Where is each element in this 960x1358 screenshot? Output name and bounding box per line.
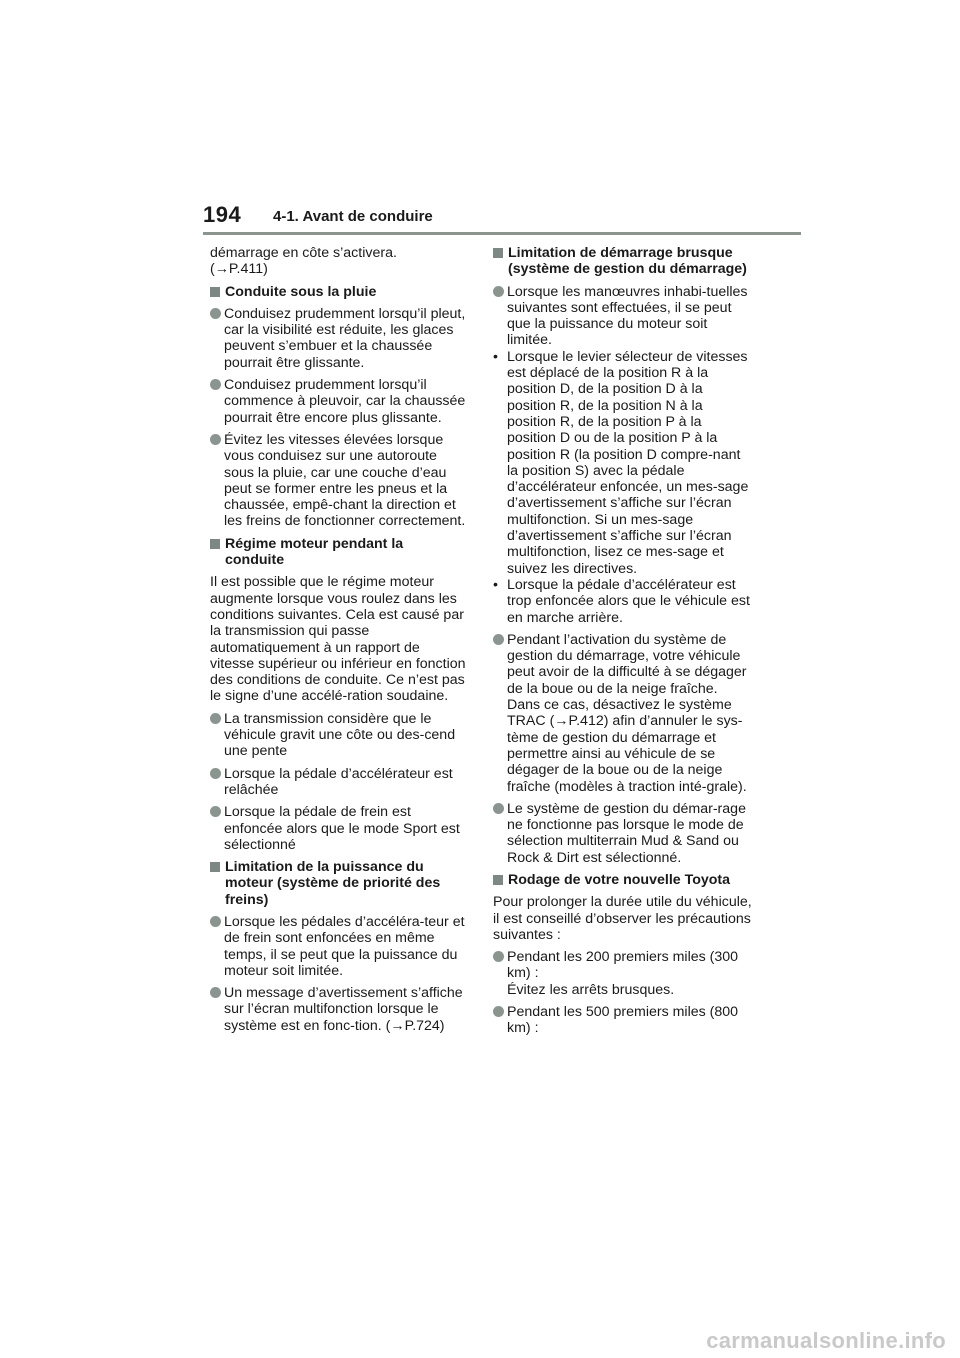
list-item-text: Pendant les 200 premiers miles (300 km) : Évitez les arrêts brusques. bbox=[507, 949, 739, 998]
circle-bullet-icon bbox=[210, 987, 221, 998]
square-bullet-icon bbox=[210, 862, 220, 872]
circle-bullet-icon bbox=[493, 951, 504, 962]
heading-text: Limitation de la puissance du moteur (système de priorité des freins) bbox=[225, 859, 441, 908]
heading-brake-priority bbox=[210, 859, 466, 908]
section-title: 4-1. Avant de conduire bbox=[273, 208, 433, 225]
list-item bbox=[210, 914, 466, 979]
list-item bbox=[493, 949, 753, 998]
heading-text: Conduite sous la pluie bbox=[225, 283, 377, 300]
circle-bullet-icon bbox=[210, 806, 221, 817]
list-item-text: Conduisez prudemment lorsqu’il commence à pleuvoir, car la chaussée pourrait être encore plus glissante. bbox=[224, 377, 466, 426]
circle-bullet-icon bbox=[493, 634, 504, 645]
rpm-paragraph: Il est possible que le régime moteur augmente lorsque vous roulez dans les conditions suivantes. Cela est causé par la transmission qui passe automatiquement à un rapport de vitesse supérieur ou inférieur en fonction des conditions de conduite. Ce n’est pas le signe d’une accélé-ration soudaine. bbox=[210, 574, 466, 705]
list-item bbox=[210, 766, 466, 799]
circle-bullet-icon bbox=[210, 308, 221, 319]
list-item bbox=[210, 432, 466, 530]
list-item bbox=[493, 1004, 753, 1037]
list-item bbox=[210, 377, 466, 426]
watermark: carmanualsonline.info bbox=[706, 1328, 946, 1353]
heading-break-in bbox=[493, 872, 753, 888]
circle-bullet-icon bbox=[210, 713, 221, 724]
circle-bullet-icon bbox=[210, 434, 221, 445]
dot-bullet-icon: • bbox=[493, 576, 498, 593]
heading-start-control bbox=[493, 245, 753, 278]
list-item-text: La transmission considère que le véhicule gravit une côte ou des-cend une pente bbox=[224, 710, 456, 760]
list-item bbox=[493, 801, 753, 866]
list-item bbox=[210, 804, 466, 853]
sub-list-item-text: Lorsque le levier sélecteur de vitesses est déplacé de la position R à la position D, de la position D à la position R, de la position N à la position R, de la position P à la position D ou de la position P à la position R (la position D compre-nant la position S) avec la pédale d’accélérateur enfoncée, un mes-sage d’avertissement s’affiche sur l’écran multifonction. Si un mes-sage d’avertissement s’affiche sur l’écran multifonction, lisez ce mes-sage et suivez les directives. bbox=[507, 348, 749, 577]
list-item-text: Lorsque la pédale de frein est enfoncée alors que le mode Sport est sélectionné bbox=[224, 804, 460, 853]
list-item-text: Pendant les 500 premiers miles (800 km) : bbox=[507, 1004, 739, 1037]
list-item-text: Lorsque les pédales d’accéléra-teur et de frein sont enfoncées en même temps, il se peut que la puissance du moteur soit limitée. bbox=[224, 913, 465, 979]
heading-text: Régime moteur pendant la conduite bbox=[225, 535, 404, 569]
square-bullet-icon bbox=[493, 248, 503, 258]
page-number: 194 bbox=[203, 202, 242, 227]
list-item-text: Le système de gestion du démar-rage ne fonctionne pas lorsque le mode de sélection multiterrain Mud & Sand ou Rock & Dirt est sélectionné. bbox=[507, 800, 746, 866]
circle-bullet-icon bbox=[493, 803, 504, 814]
circle-bullet-icon bbox=[210, 379, 221, 390]
heading-text: Limitation de démarrage brusque (système de gestion du démarrage) bbox=[508, 245, 747, 278]
list-item-text: Pendant l’activation du système de gestion du démarrage, votre véhicule peut avoir de la difficulté à se dégager de la boue ou de la neige fraîche. Dans ce cas, désactivez le système TRAC (→P.412) afin d’annuler le sys-tème de gestion du démarrage et permettre ainsi au véhicule de se dégager de la boue ou de la neige fraîche (modèles à traction inté-grale). bbox=[507, 631, 747, 795]
circle-bullet-icon bbox=[210, 768, 221, 779]
break-in-paragraph: Pour prolonger la durée utile du véhicule, il est conseillé d’observer les précautions suivantes : bbox=[493, 894, 752, 943]
sub-list-item bbox=[493, 349, 753, 577]
square-bullet-icon bbox=[493, 875, 503, 885]
right-column bbox=[493, 245, 753, 1043]
heading-rpm bbox=[210, 536, 466, 569]
dot-bullet-icon: • bbox=[493, 348, 498, 365]
circle-bullet-icon bbox=[493, 1006, 504, 1017]
list-item-text: Évitez les vitesses élevées lorsque vous conduisez sur une autoroute sous la pluie, car une couche d’eau peut se former entre les pneus et la chaussée, empê-chant la direction et les freins de fonctionner correctement. bbox=[224, 431, 466, 530]
list-item-text: Conduisez prudemment lorsqu’il pleut, car la visibilité est réduite, les glaces peuvent s’embuer et la chaussée pourrait être glissante. bbox=[224, 305, 466, 371]
intro-text: démarrage en côte s’activera. (→P.411) bbox=[210, 245, 397, 278]
header-rule bbox=[203, 232, 801, 235]
list-item-text: Un message d’avertissement s’affiche sur l’écran multifonction lorsque le système est en fonc-tion. (→P.724) bbox=[224, 985, 463, 1034]
list-item bbox=[493, 632, 753, 795]
sub-list-item-text: Lorsque la pédale d’accélérateur est trop enfoncée alors que le véhicule est en marche arrière. bbox=[507, 576, 750, 626]
circle-bullet-icon bbox=[210, 916, 221, 927]
heading-text: Rodage de votre nouvelle Toyota bbox=[508, 871, 731, 888]
list-item bbox=[210, 306, 466, 371]
square-bullet-icon bbox=[210, 539, 220, 549]
circle-bullet-icon bbox=[493, 286, 504, 297]
square-bullet-icon bbox=[210, 287, 220, 297]
left-column bbox=[210, 245, 466, 1040]
list-item bbox=[493, 284, 753, 349]
list-item-text: Lorsque les manœuvres inhabi-tuelles suivantes sont effectuées, il se peut que la puissance du moteur soit limitée. bbox=[507, 283, 748, 349]
sub-list-item bbox=[493, 577, 753, 626]
list-item bbox=[210, 985, 466, 1034]
list-item bbox=[210, 711, 466, 760]
heading-rain bbox=[210, 284, 466, 300]
list-item-text: Lorsque la pédale d’accélérateur est relâchée bbox=[224, 765, 453, 798]
